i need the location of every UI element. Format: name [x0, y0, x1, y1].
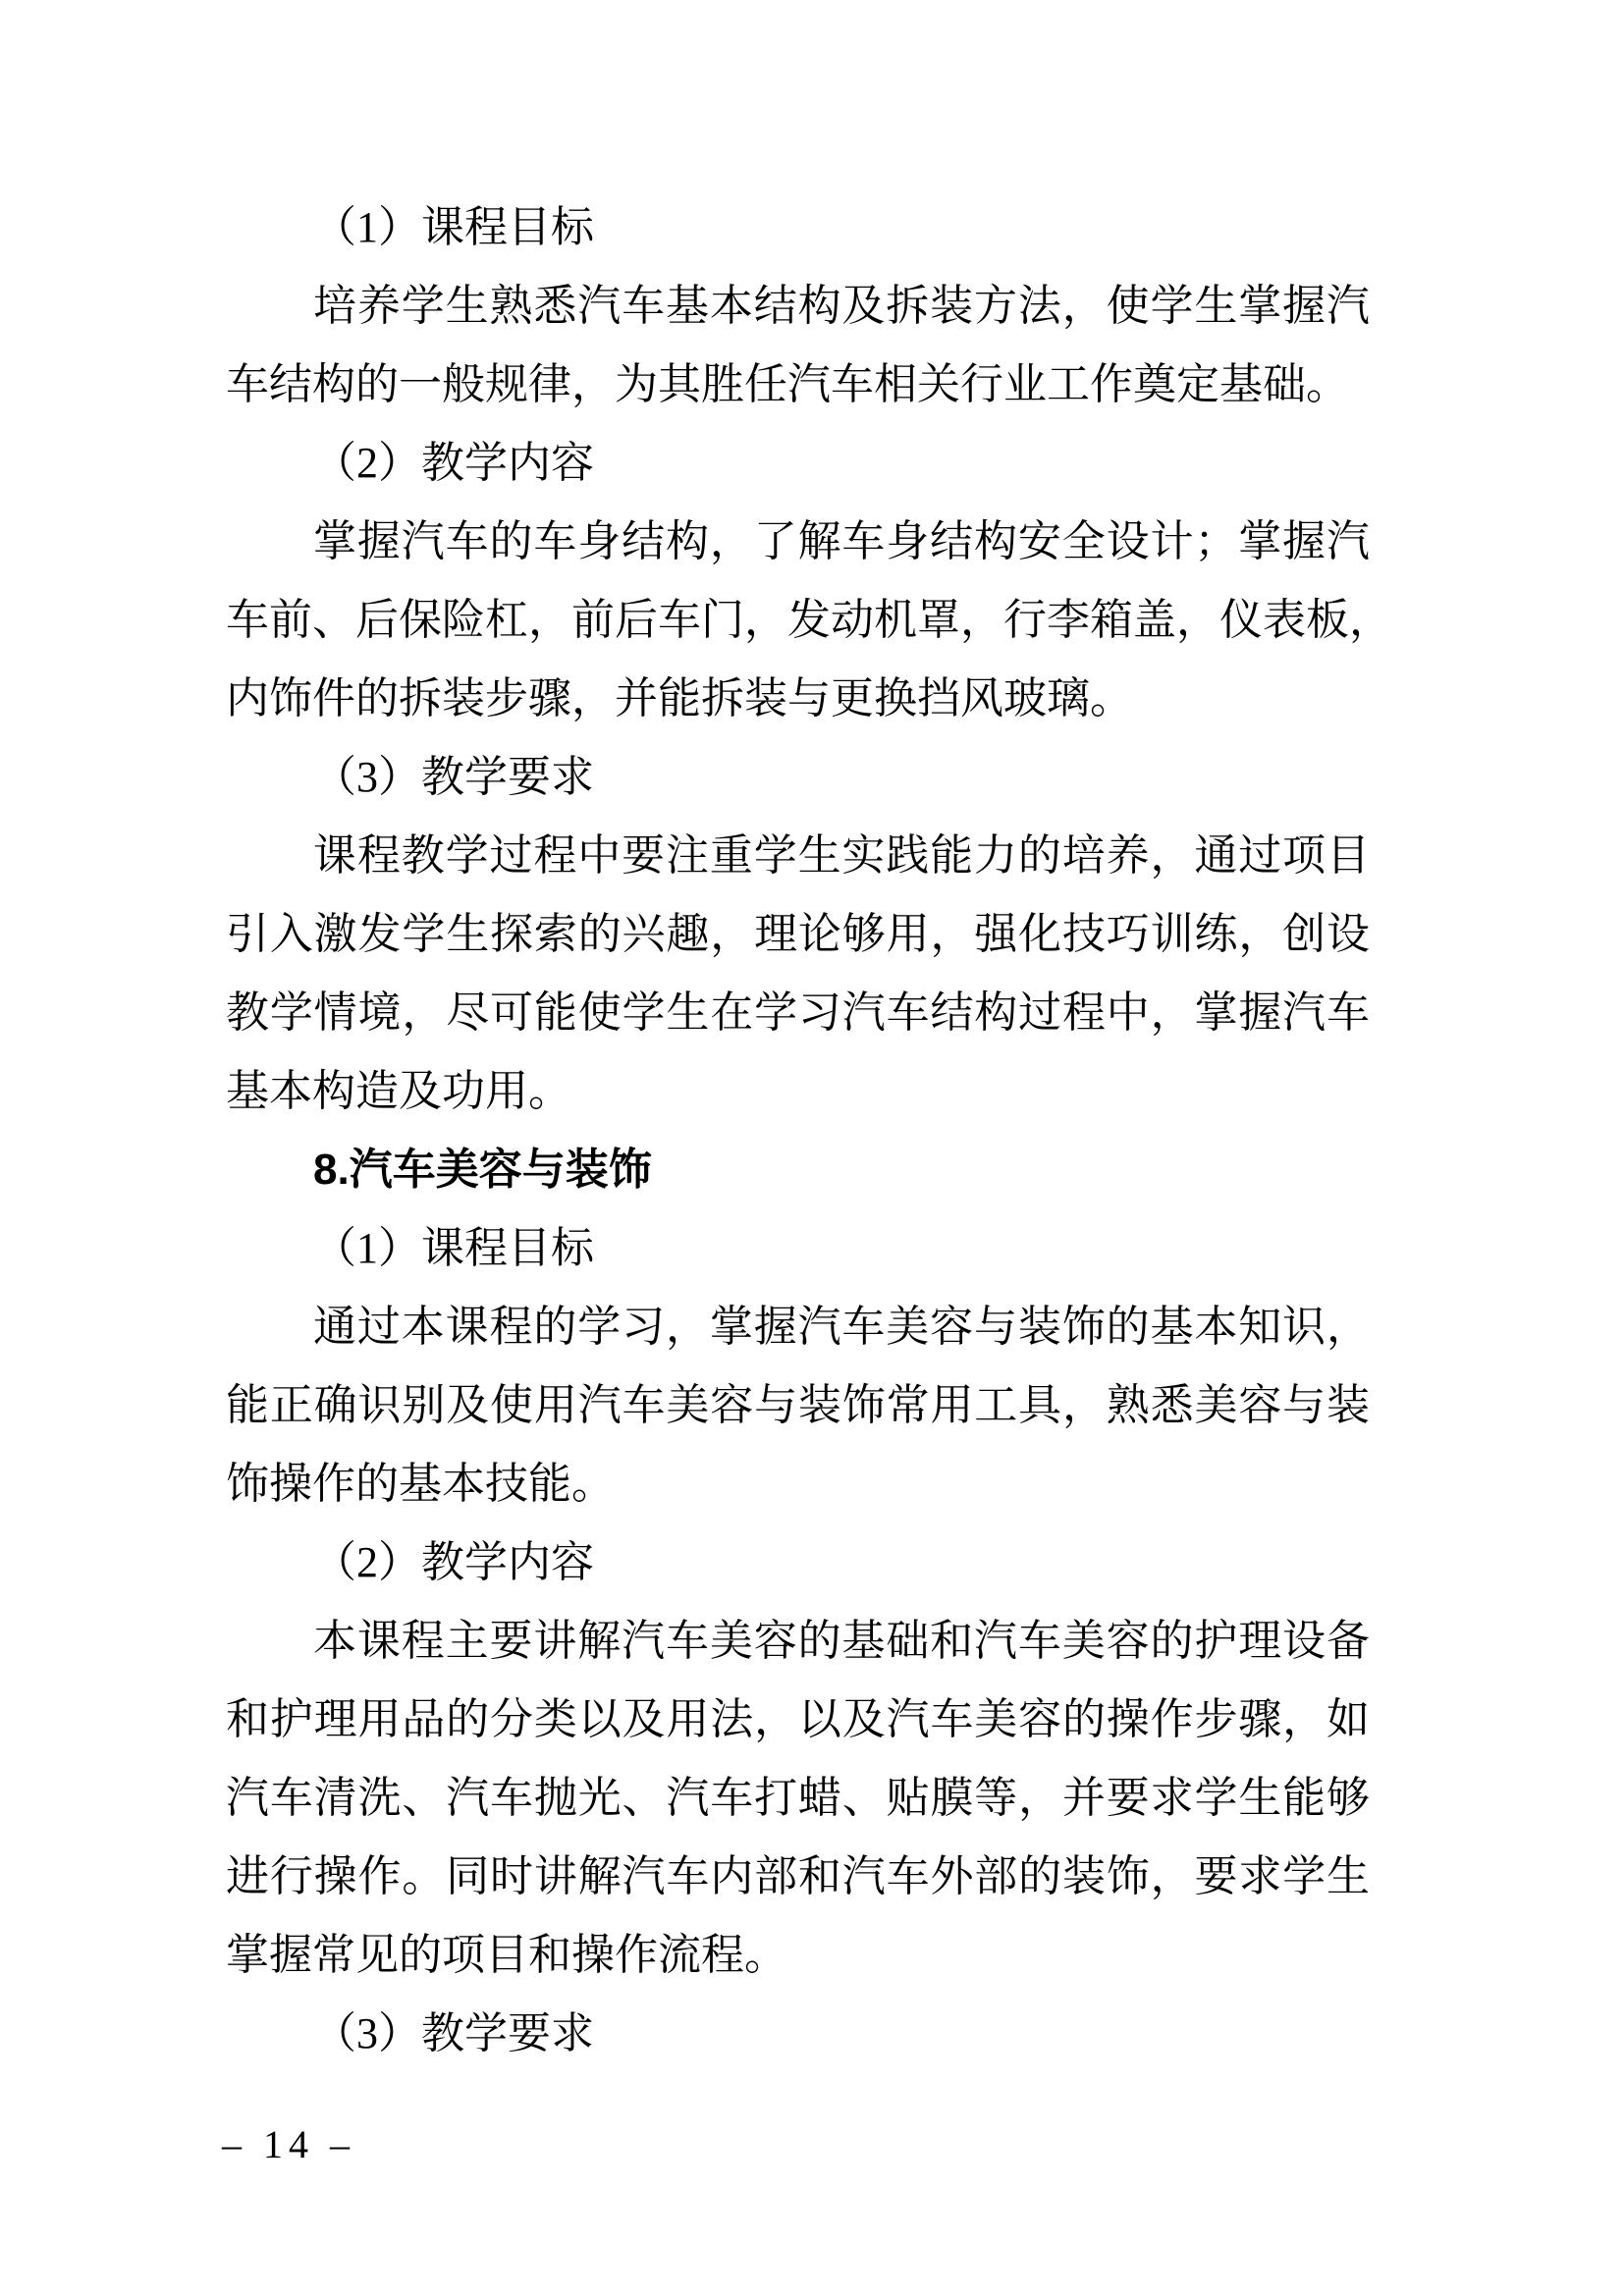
document-body	[226, 188, 1392, 2073]
body-text-line: 基本构造及功用。	[226, 1067, 571, 1115]
body-text-line: 饰操作的基本技能。	[226, 1460, 615, 1508]
subheading-line: （3）教学要求	[313, 753, 594, 801]
body-text-line: 培养学生熟悉汽车基本结构及拆装方法，使学生掌握汽	[313, 282, 1370, 330]
body-text-line: 教学情境，尽可能使学生在学习汽车结构过程中，掌握汽车	[226, 988, 1370, 1037]
body-text-line: 通过本课程的学习，掌握汽车美容与装饰的基本知识，	[313, 1303, 1370, 1351]
body-text-line: 掌握常见的项目和操作流程。	[226, 1931, 787, 1979]
body-text-line: 进行操作。同时讲解汽车内部和汽车外部的装饰，要求学生	[226, 1852, 1370, 1900]
body-text-line: 内饰件的拆装步骤，并能拆装与更换挡风玻璃。	[226, 674, 1133, 722]
body-text-line: 和护理用品的分类以及用法，以及汽车美容的操作步骤，如	[226, 1695, 1370, 1743]
body-text-line: 引入激发学生探索的兴趣，理论够用，强化技巧训练，创设	[226, 910, 1370, 958]
body-text-line: 能正确识别及使用汽车美容与装饰常用工具，熟悉美容与装	[226, 1381, 1370, 1429]
subheading-line: （3）教学要求	[313, 2009, 594, 2057]
body-text-line: 掌握汽车的车身结构，了解车身结构安全设计；掌握汽	[313, 517, 1370, 565]
body-text-line: 本课程主要讲解汽车美容的基础和汽车美容的护理设备	[313, 1617, 1370, 1665]
subheading-line: （2）教学内容	[313, 1538, 594, 1586]
page-number: – 14 –	[222, 2122, 355, 2166]
body-text-line: 汽车清洗、汽车抛光、汽车打蜡、贴膜等，并要求学生能够	[226, 1774, 1370, 1822]
body-text-line: 车前、后保险杠，前后车门，发动机罩，行李箱盖，仪表板，	[226, 596, 1392, 644]
subheading-line: （1）课程目标	[313, 1224, 594, 1272]
subheading-line: （2）教学内容	[313, 439, 594, 487]
body-text-line: 车结构的一般规律，为其胜任汽车相关行业工作奠定基础。	[226, 360, 1349, 408]
section-heading: 8.汽车美容与装饰	[313, 1146, 652, 1194]
body-text-line: 课程教学过程中要注重学生实践能力的培养，通过项目	[313, 831, 1370, 880]
subheading-line: （1）课程目标	[313, 203, 594, 251]
